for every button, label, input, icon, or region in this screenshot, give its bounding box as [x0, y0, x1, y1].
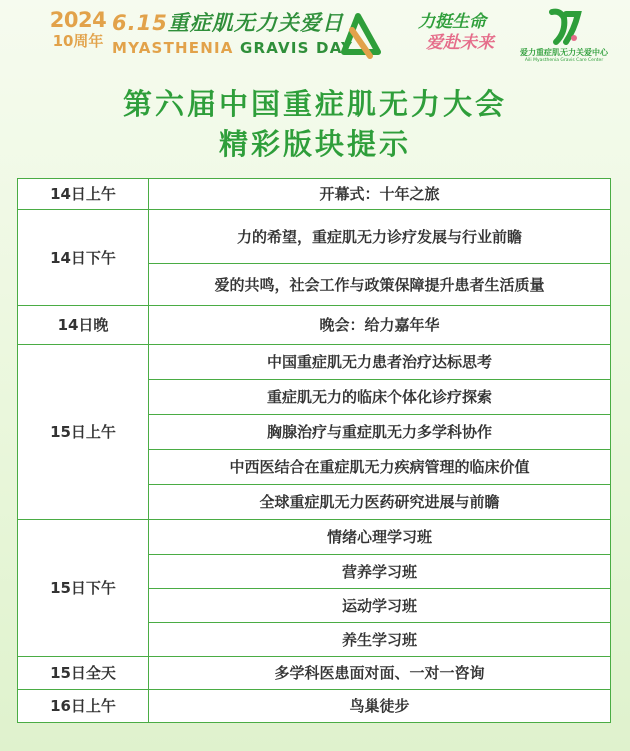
- time-cell: 14日下午: [18, 210, 149, 306]
- agenda-item: 力的希望，重症肌无力诊疗发展与行业前瞻: [149, 210, 611, 264]
- slogan: [418, 12, 498, 54]
- agenda-item: 情绪心理学习班: [149, 520, 611, 555]
- anniversary-label: 10周年: [52, 32, 104, 50]
- event-english-name: [112, 39, 353, 57]
- table-row: [18, 690, 611, 723]
- time-cell: 15日上午: [18, 345, 149, 520]
- agenda-item: 营养学习班: [149, 555, 611, 589]
- header: [0, 0, 630, 72]
- slogan-line1: 力挺生命: [418, 12, 486, 32]
- org-logo: [520, 8, 608, 63]
- table-row: [18, 179, 611, 210]
- agenda-item: 中国重症肌无力患者治疗达标思考: [149, 345, 611, 380]
- agenda-item: 爱的共鸣，社会工作与政策保障提升患者生活质量: [149, 264, 611, 306]
- event-title: [112, 10, 344, 36]
- event-date: 6.15: [112, 11, 168, 35]
- agenda-item: 晚会：给力嘉年华: [149, 306, 611, 345]
- agenda-item: 开幕式：十年之旅: [149, 179, 611, 210]
- agenda-item: 中西医结合在重症肌无力疾病管理的临床价值: [149, 450, 611, 485]
- agenda-item: 多学科医患面对面、一对一咨询: [149, 657, 611, 690]
- agenda-item: 全球重症肌无力医药研究进展与前瞻: [149, 485, 611, 520]
- agenda-item: 胸腺治疗与重症肌无力多学科协作: [149, 415, 611, 450]
- event-name: 重症肌无力关爱日: [167, 11, 344, 35]
- agenda-item: 运动学习班: [149, 589, 611, 623]
- time-cell: 14日晚: [18, 306, 149, 345]
- agenda-item: 养生学习班: [149, 623, 611, 657]
- org-emblem-icon: [544, 8, 584, 46]
- event-english-part1: MYASTHENIA: [112, 39, 240, 57]
- anniversary-badge: [48, 8, 108, 50]
- table-row: [18, 345, 611, 380]
- time-cell: 16日上午: [18, 690, 149, 723]
- table-row: [18, 210, 611, 264]
- table-row: [18, 657, 611, 690]
- event-english-part2: GRAVIS DAY: [239, 39, 354, 57]
- time-cell: 15日全天: [18, 657, 149, 690]
- agenda-item: 重症肌无力的临床个体化诊疗探索: [149, 380, 611, 415]
- time-cell: 14日上午: [18, 179, 149, 210]
- page-title: 第六届中国重症肌无力大会: [122, 87, 507, 121]
- time-cell: 15日下午: [18, 520, 149, 657]
- page-subtitle: 精彩版块提示: [218, 127, 411, 161]
- schedule-body: [18, 179, 611, 723]
- slogan-line2: 爱赴未来: [426, 33, 494, 53]
- anniversary-year: 2024: [49, 8, 107, 32]
- agenda-item: 鸟巢徒步: [149, 690, 611, 723]
- table-row: [18, 520, 611, 555]
- schedule-table: [17, 178, 611, 723]
- table-row: [18, 306, 611, 345]
- org-english-name: Aili Myasthenia Gravis Care Center: [524, 58, 604, 63]
- org-name: 爱力重症肌无力关爱中心: [520, 48, 608, 57]
- event-logo-icon: [338, 12, 382, 60]
